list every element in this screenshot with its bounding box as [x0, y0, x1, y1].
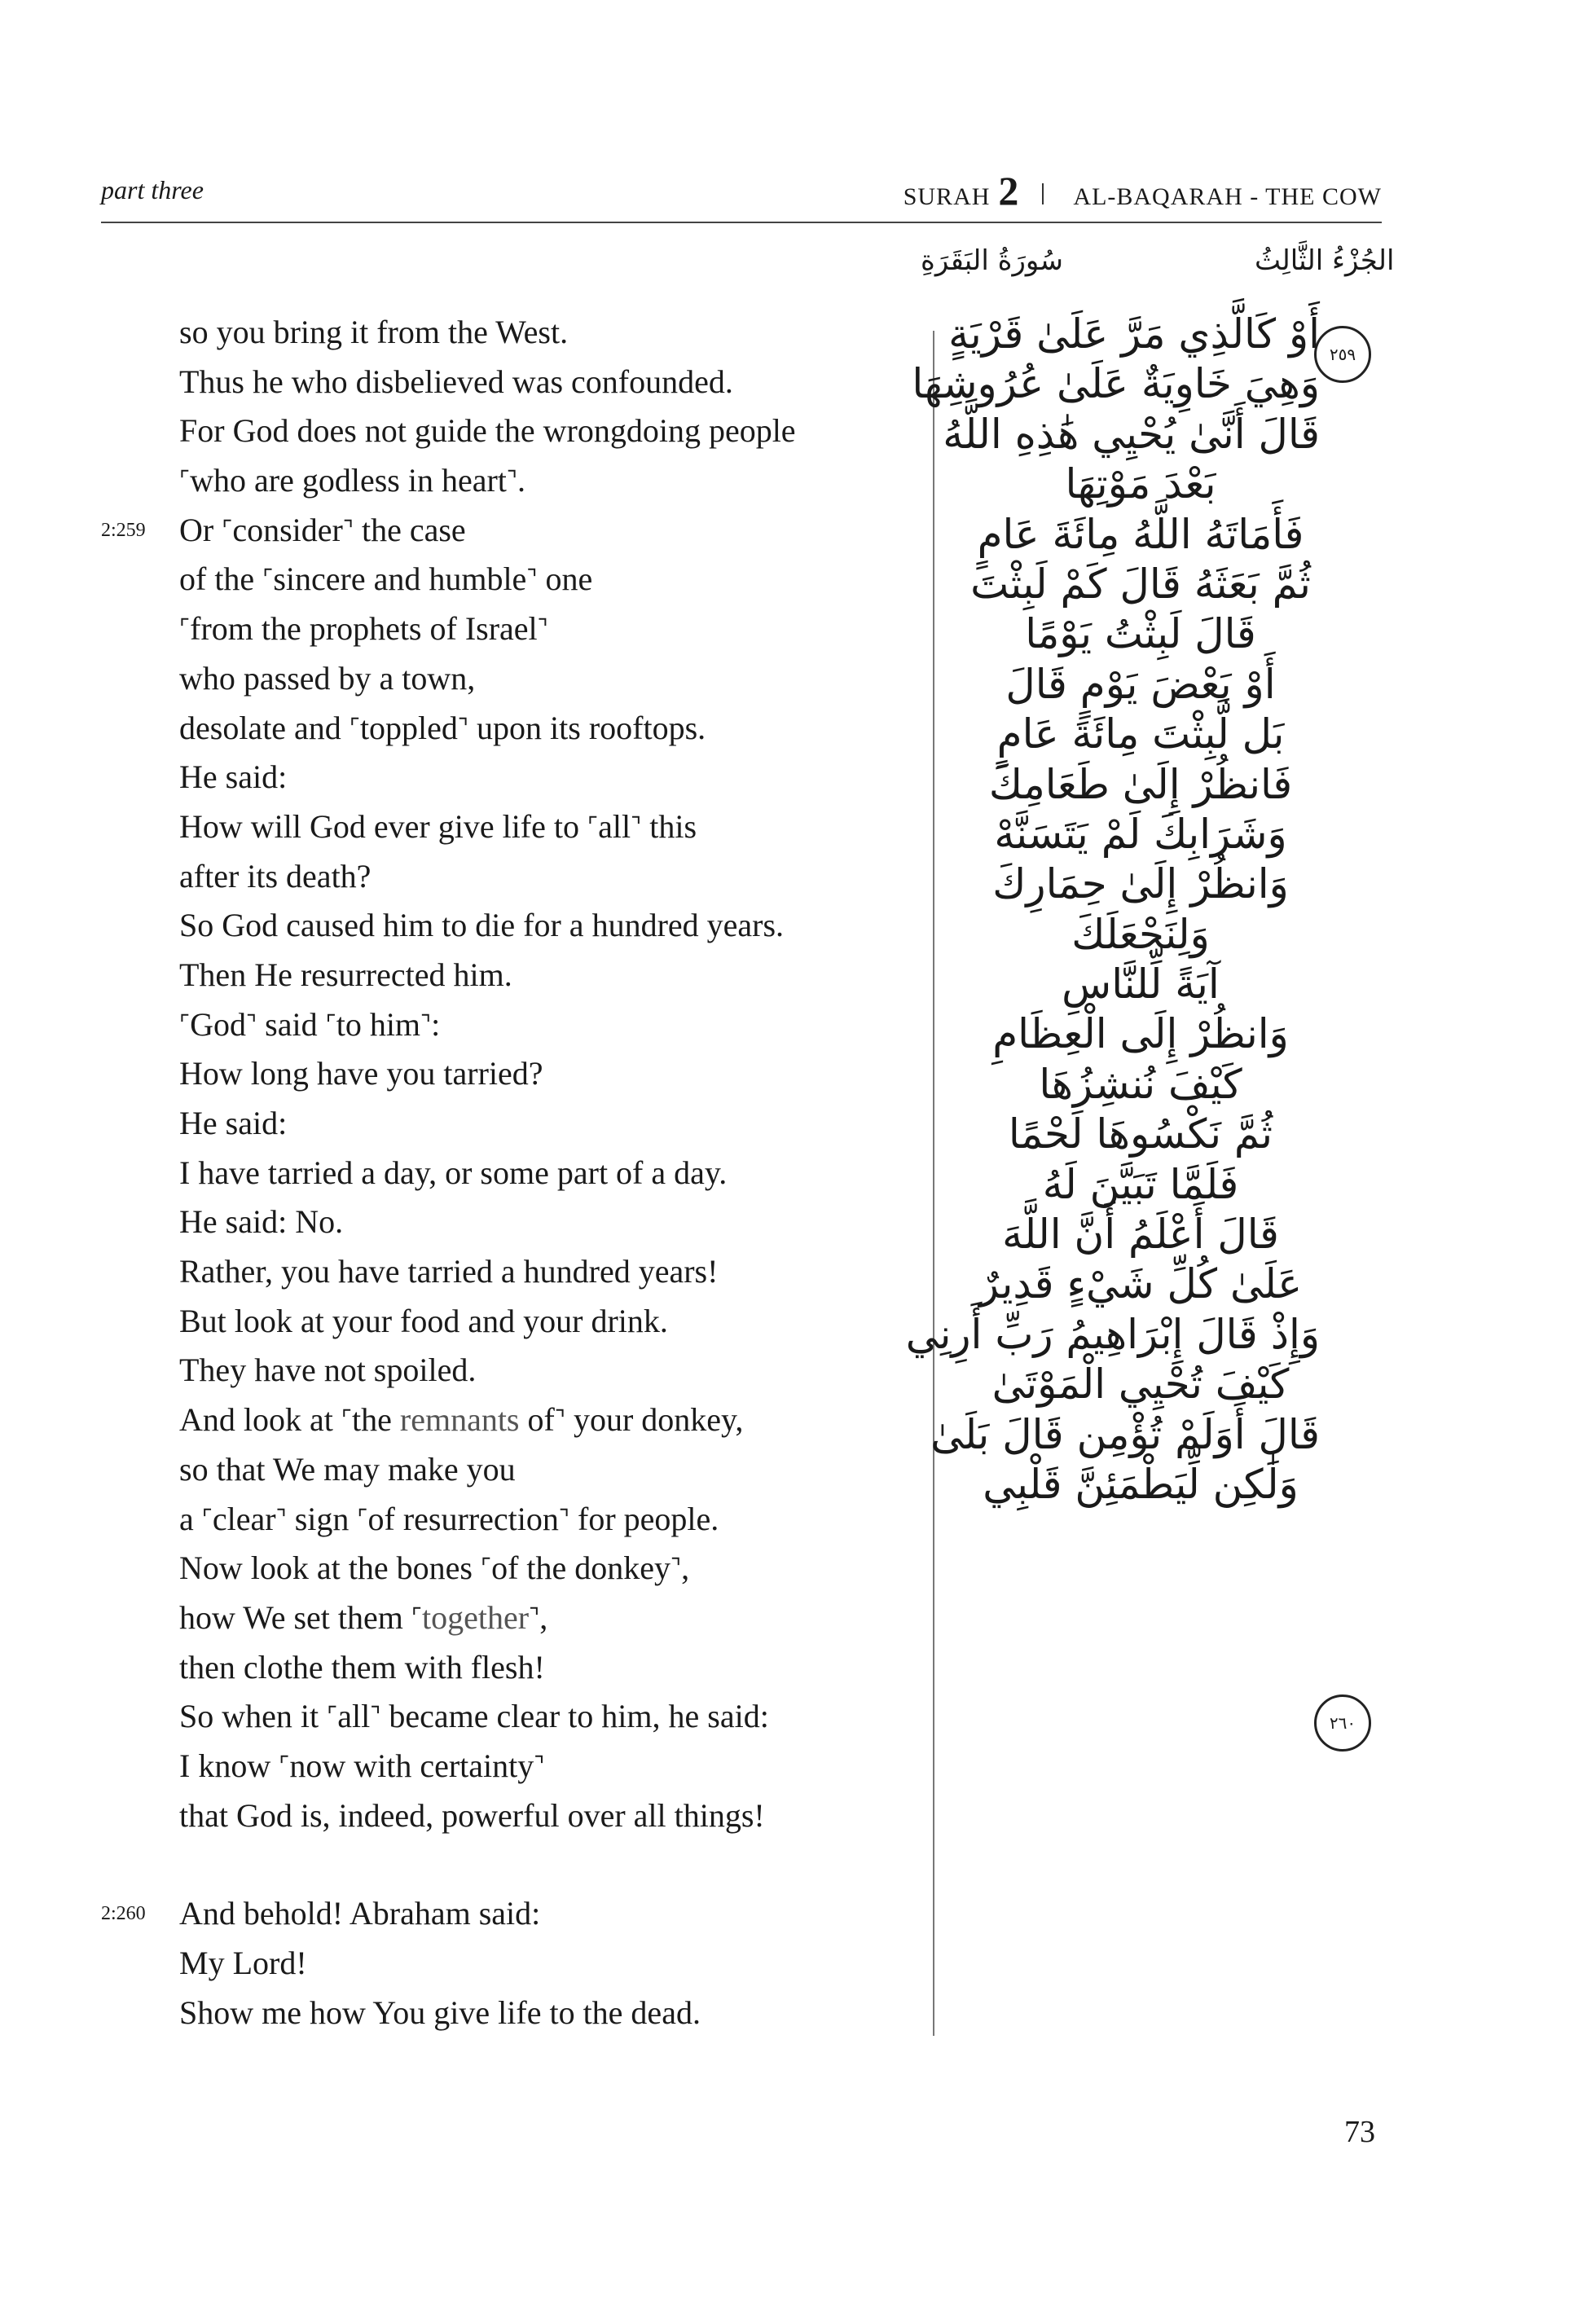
arabic-line: قَالَ أَعْلَمُ أَنَّ اللَّهَ	[1002, 1211, 1279, 1259]
arabic-line: ثُمَّ نَكْسُوهَا لَحْمًا	[1008, 1110, 1273, 1158]
text-line: so that We may make you	[179, 1450, 516, 1488]
arabic-part-label: الجُزْءُ الثَّالِثُ	[1255, 244, 1395, 277]
text-line: He said:	[179, 1105, 288, 1141]
text-line: 2:260 And behold! Abraham said:	[179, 1889, 929, 1939]
text-line: So when it ⌜all⌝ became clear to him, he said:	[179, 1698, 769, 1735]
text-line: so you bring it from the West.	[179, 314, 569, 350]
surah-title: AL-BAQARAH - THE COW	[1073, 183, 1382, 210]
arabic-line: كَيْفَ نُنشِزُهَا	[1039, 1060, 1242, 1108]
text-line: 2:259 Or ⌜consider⌝ the case	[179, 506, 929, 556]
text-line: then clothe them with flesh!	[179, 1648, 545, 1686]
surah-heading	[904, 167, 1382, 214]
arabic-line: قَالَ لَبِثْتُ يَوْمًا	[1025, 610, 1256, 658]
text-line: Now look at the bones ⌜of the donkey⌝,	[179, 1549, 690, 1587]
surah-label: SURAH	[903, 183, 991, 210]
header-rule	[101, 222, 1382, 223]
text-line: But look at your food and your drink.	[179, 1302, 668, 1339]
text-line: desolate and ⌜toppled⌝ upon its rooftops.	[179, 709, 706, 746]
arabic-line: كَيْفَ تُحْيِي الْمَوْتَىٰ	[991, 1360, 1290, 1409]
text-line: And look at ⌜the remnants of⌝ your donkey,	[179, 1401, 744, 1439]
arabic-line: وَانظُرْ إِلَىٰ حِمَارِكَ	[992, 860, 1289, 908]
page-header	[101, 167, 1382, 216]
text-line: I have tarried a day, or some part of a day.	[179, 1154, 728, 1191]
text-line: My Lord!	[179, 1945, 307, 1981]
english-translation	[101, 308, 929, 2037]
text-line: He said:	[179, 758, 288, 796]
arabic-line: أَوْ كَالَّذِي مَرَّ عَلَىٰ قَرْيَةٍ	[948, 310, 1320, 358]
text-line: They have not spoiled.	[179, 1352, 477, 1389]
text-line: ⌜God⌝ said ⌜to him⌝:	[179, 1005, 441, 1043]
text-line: He said: No.	[179, 1203, 344, 1241]
text-line: ⌜who are godless in heart⌝.	[179, 462, 526, 499]
arabic-surah-label: سُورَةُ البَقَرَةِ	[921, 244, 1063, 277]
text-line: how We set them ⌜together⌝,	[179, 1598, 548, 1636]
arabic-line: وَلِنَجْعَلَكَ	[1071, 910, 1210, 958]
column-divider	[933, 331, 934, 2036]
text-line: For God does not guide the wrongdoing people	[179, 412, 796, 450]
arabic-line: بَل لَّبِثْتَ مِائَةَ عَامٍ	[996, 710, 1285, 758]
text-line: Then He resurrected him.	[179, 956, 512, 993]
arabic-line: وَلَٰكِن لِّيَطْمَئِنَّ قَلْبِي	[983, 1460, 1299, 1508]
text-line: that God is, indeed, powerful over all things!	[179, 1796, 765, 1834]
arabic-line: وَانظُرْ إِلَى الْعِظَامِ	[992, 1010, 1289, 1058]
text-line: ⌜from the prophets of Israel⌝	[179, 610, 548, 648]
text-line: So God caused him to die for a hundred years.	[179, 907, 785, 944]
text-line: How long have you tarried?	[179, 1055, 543, 1092]
arabic-line: فَلَمَّا تَبَيَّنَ لَهُ	[1042, 1160, 1239, 1208]
text-line: who passed by a town,	[179, 659, 476, 697]
text-line: a ⌜clear⌝ sign ⌜of resurrection⌝ for people.	[179, 1500, 719, 1537]
part-label: part three	[101, 175, 204, 204]
arabic-line: أَوْ بَعْضَ يَوْمٍ قَالَ	[1005, 660, 1276, 708]
arabic-line: قَالَ أَوَلَمْ تُؤْمِن قَالَ بَلَىٰ	[930, 1410, 1320, 1458]
arabic-text	[905, 310, 1320, 1510]
verse-medallion-icon: ٢٦٠	[1314, 1694, 1371, 1752]
arabic-line: فَأَمَاتَهُ اللَّهُ مِائَةَ عَامٍ	[977, 510, 1304, 558]
text-line: Thus he who disbelieved was confounded.	[179, 363, 733, 400]
text-line: How will God ever give life to ⌜all⌝ this	[179, 807, 697, 845]
text-line: of the ⌜sincere and humble⌝ one	[179, 560, 593, 598]
arabic-line: وَهِيَ خَاوِيَةٌ عَلَىٰ عُرُوشِهَا	[912, 360, 1320, 408]
arabic-line: عَلَىٰ كُلِّ شَيْءٍ قَدِيرٌ	[978, 1260, 1303, 1308]
arabic-line: قَالَ أَنَّىٰ يُحْيِي هَٰذِهِ اللَّهُ	[943, 410, 1320, 458]
verse-number: 2:260	[101, 1903, 146, 1925]
header-separator	[1042, 183, 1044, 204]
text-line: Rather, you have tarried a hundred years!	[179, 1253, 719, 1290]
surah-number: 2	[998, 168, 1020, 213]
arabic-line: آيَةً لِّلنَّاسِ	[1062, 960, 1220, 1009]
arabic-line: بَعْدَ مَوْتِهَا	[1065, 460, 1216, 508]
verse-medallion-icon: ٢٥٩	[1314, 326, 1371, 383]
arabic-line: وَشَرَابِكَ لَمْ يَتَسَنَّهْ	[994, 810, 1287, 858]
page-number: 73	[1344, 2115, 1375, 2149]
arabic-line: ثُمَّ بَعَثَهُ قَالَ كَمْ لَبِثْتَ	[970, 560, 1311, 608]
text-line: after its death?	[179, 857, 372, 894]
verse-number: 2:259	[101, 519, 146, 541]
arabic-line: وَإِذْ قَالَ إِبْرَاهِيمُ رَبِّ أَرِنِي	[905, 1310, 1320, 1358]
text-line: I know ⌜now with certainty⌝	[179, 1747, 545, 1784]
arabic-line: فَانظُرْ إِلَىٰ طَعَامِكَ	[988, 760, 1293, 808]
text-line: Show me how You give life to the dead.	[179, 1993, 701, 2031]
